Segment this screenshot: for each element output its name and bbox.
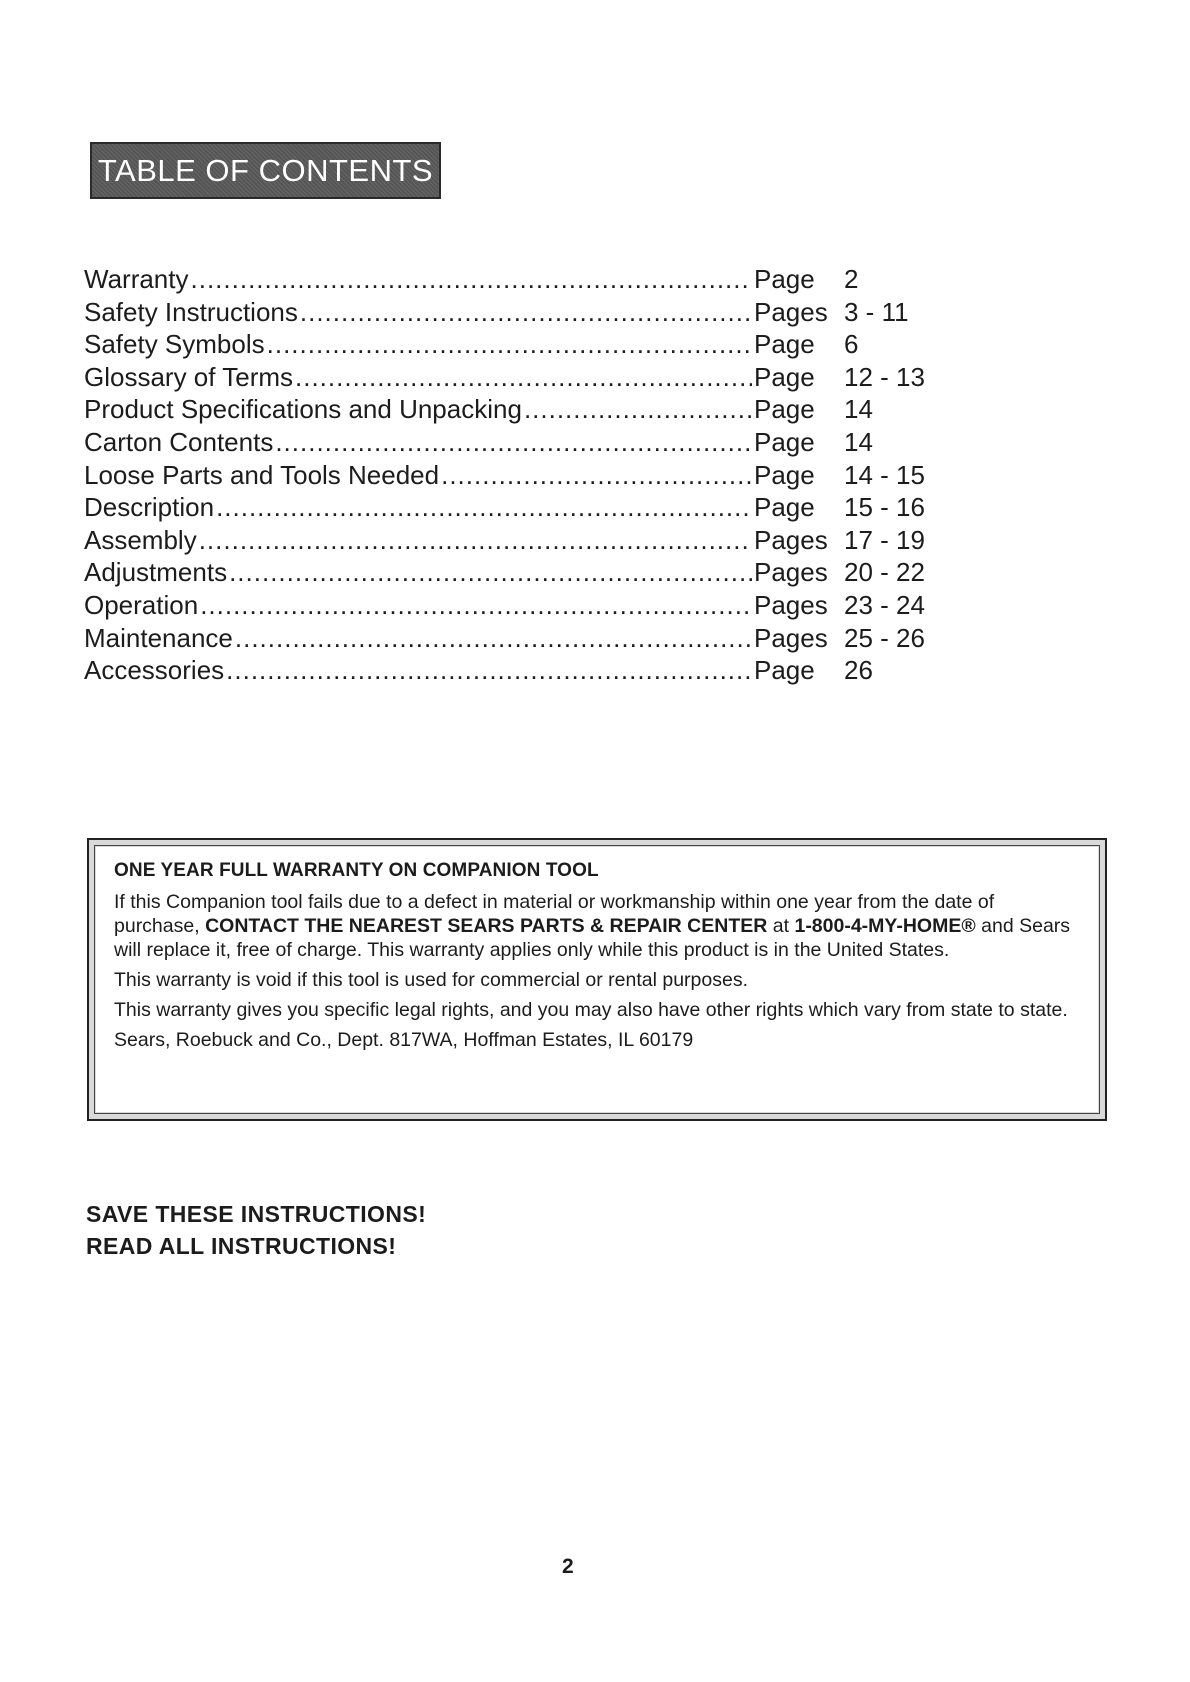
toc-page-number: 17 - 19 — [844, 524, 925, 555]
toc-row — [84, 589, 944, 622]
toc-page-label: Page — [754, 329, 815, 360]
warranty-address: Sears, Roebuck and Co., Dept. 817WA, Hoffman Estates, IL 60179 — [114, 1029, 694, 1051]
toc-entry-title: Safety Symbols — [84, 329, 265, 360]
toc-leader-dots — [191, 263, 753, 295]
toc-leader-dots — [295, 361, 752, 393]
warranty-text: at — [772, 915, 790, 937]
toc-entry-title: Accessories — [84, 655, 225, 686]
toc-entry-title: Adjustments — [84, 557, 228, 588]
toc-page-label: Page — [754, 394, 815, 425]
toc-list — [84, 263, 944, 687]
toc-row — [84, 263, 944, 296]
toc-page-number: 14 — [844, 394, 873, 425]
toc-page-label: Page — [754, 459, 815, 490]
save-instructions-notice: SAVE THESE INSTRUCTIONS! — [86, 1201, 427, 1227]
warranty-rights-paragraph: This warranty gives you specific legal rights, and you may also have other rights which vary from state to state. — [114, 999, 1068, 1021]
toc-row — [84, 654, 944, 687]
toc-leader-dots — [441, 459, 752, 491]
toc-page-label: Page — [754, 492, 815, 523]
toc-page-label: Pages — [754, 524, 828, 555]
toc-row — [84, 622, 944, 655]
toc-entry-title: Loose Parts and Tools Needed — [84, 459, 440, 490]
toc-page-label: Page — [754, 361, 815, 392]
toc-page-label: Pages — [754, 557, 828, 588]
toc-leader-dots — [199, 524, 752, 556]
read-instructions-notice: READ ALL INSTRUCTIONS! — [86, 1233, 397, 1259]
toc-entry-title: Carton Contents — [84, 426, 274, 457]
toc-page-label: Page — [754, 264, 815, 294]
toc-page-number: 6 — [844, 329, 859, 360]
toc-page-number: 12 - 13 — [844, 361, 925, 392]
toc-header-title: TABLE OF CONTENTS — [97, 152, 434, 188]
toc-entry-title: Warranty — [84, 264, 189, 294]
toc-leader-dots — [216, 491, 752, 523]
toc-page-number: 2 — [844, 264, 859, 294]
toc-leader-dots — [300, 296, 752, 328]
toc-entry-title: Assembly — [84, 524, 197, 555]
toc-leader-dots — [524, 393, 752, 425]
toc-row — [84, 328, 944, 361]
toc-page-number: 26 — [844, 655, 873, 686]
toc-row — [84, 524, 944, 557]
toc-row — [84, 556, 944, 589]
warranty-contact-text: CONTACT THE NEAREST SEARS PARTS & REPAIR CENTER — [205, 915, 768, 937]
warranty-text: and Sears will replace it, free of charge. This warranty applies only while this product is in the United States. — [114, 915, 1071, 961]
toc-page-label: Page — [754, 655, 815, 686]
toc-leader-dots — [267, 328, 752, 360]
warranty-box — [87, 838, 1107, 1121]
toc-header-banner — [90, 142, 441, 199]
toc-row — [84, 426, 944, 459]
warranty-paragraph — [114, 890, 1083, 962]
toc-row — [84, 393, 944, 426]
toc-entry-title: Description — [84, 492, 215, 523]
toc-row — [84, 296, 944, 329]
toc-page-label: Page — [754, 426, 815, 457]
toc-row — [84, 459, 944, 492]
toc-page-number: 3 - 11 — [844, 296, 909, 327]
toc-leader-dots — [226, 654, 752, 686]
toc-page-number: 20 - 22 — [844, 557, 925, 588]
toc-page-number: 25 - 26 — [844, 622, 925, 653]
toc-entry-title: Glossary of Terms — [84, 361, 294, 392]
toc-page-label: Pages — [754, 622, 828, 653]
toc-entry-title: Maintenance — [84, 622, 233, 653]
toc-leader-dots — [229, 556, 752, 588]
warranty-void-paragraph: This warranty is void if this tool is used for commercial or rental purposes. — [114, 969, 748, 991]
warranty-heading: ONE YEAR FULL WARRANTY ON COMPANION TOOL — [114, 860, 599, 881]
toc-leader-dots — [235, 622, 752, 654]
toc-page-label: Pages — [754, 589, 828, 620]
toc-row — [84, 361, 944, 394]
toc-page-label: Pages — [754, 296, 828, 327]
warranty-text: If this Companion tool fails due to a defect in material or workmanship within one year from the date of purchase, — [114, 891, 995, 937]
toc-page-number: 14 - 15 — [844, 459, 925, 490]
toc-page-number: 14 — [844, 426, 873, 457]
toc-leader-dots — [200, 589, 752, 621]
toc-page-number: 15 - 16 — [844, 492, 925, 523]
toc-entry-title: Operation — [84, 589, 199, 620]
toc-entry-title: Safety Instructions — [84, 296, 298, 327]
toc-row — [84, 491, 944, 524]
warranty-phone-number: 1-800-4-MY-HOME® — [794, 915, 976, 937]
toc-leader-dots — [275, 426, 752, 458]
page-number: 2 — [562, 1555, 574, 1578]
toc-entry-title: Product Specifications and Unpacking — [84, 394, 522, 425]
toc-page-number: 23 - 24 — [844, 589, 925, 620]
